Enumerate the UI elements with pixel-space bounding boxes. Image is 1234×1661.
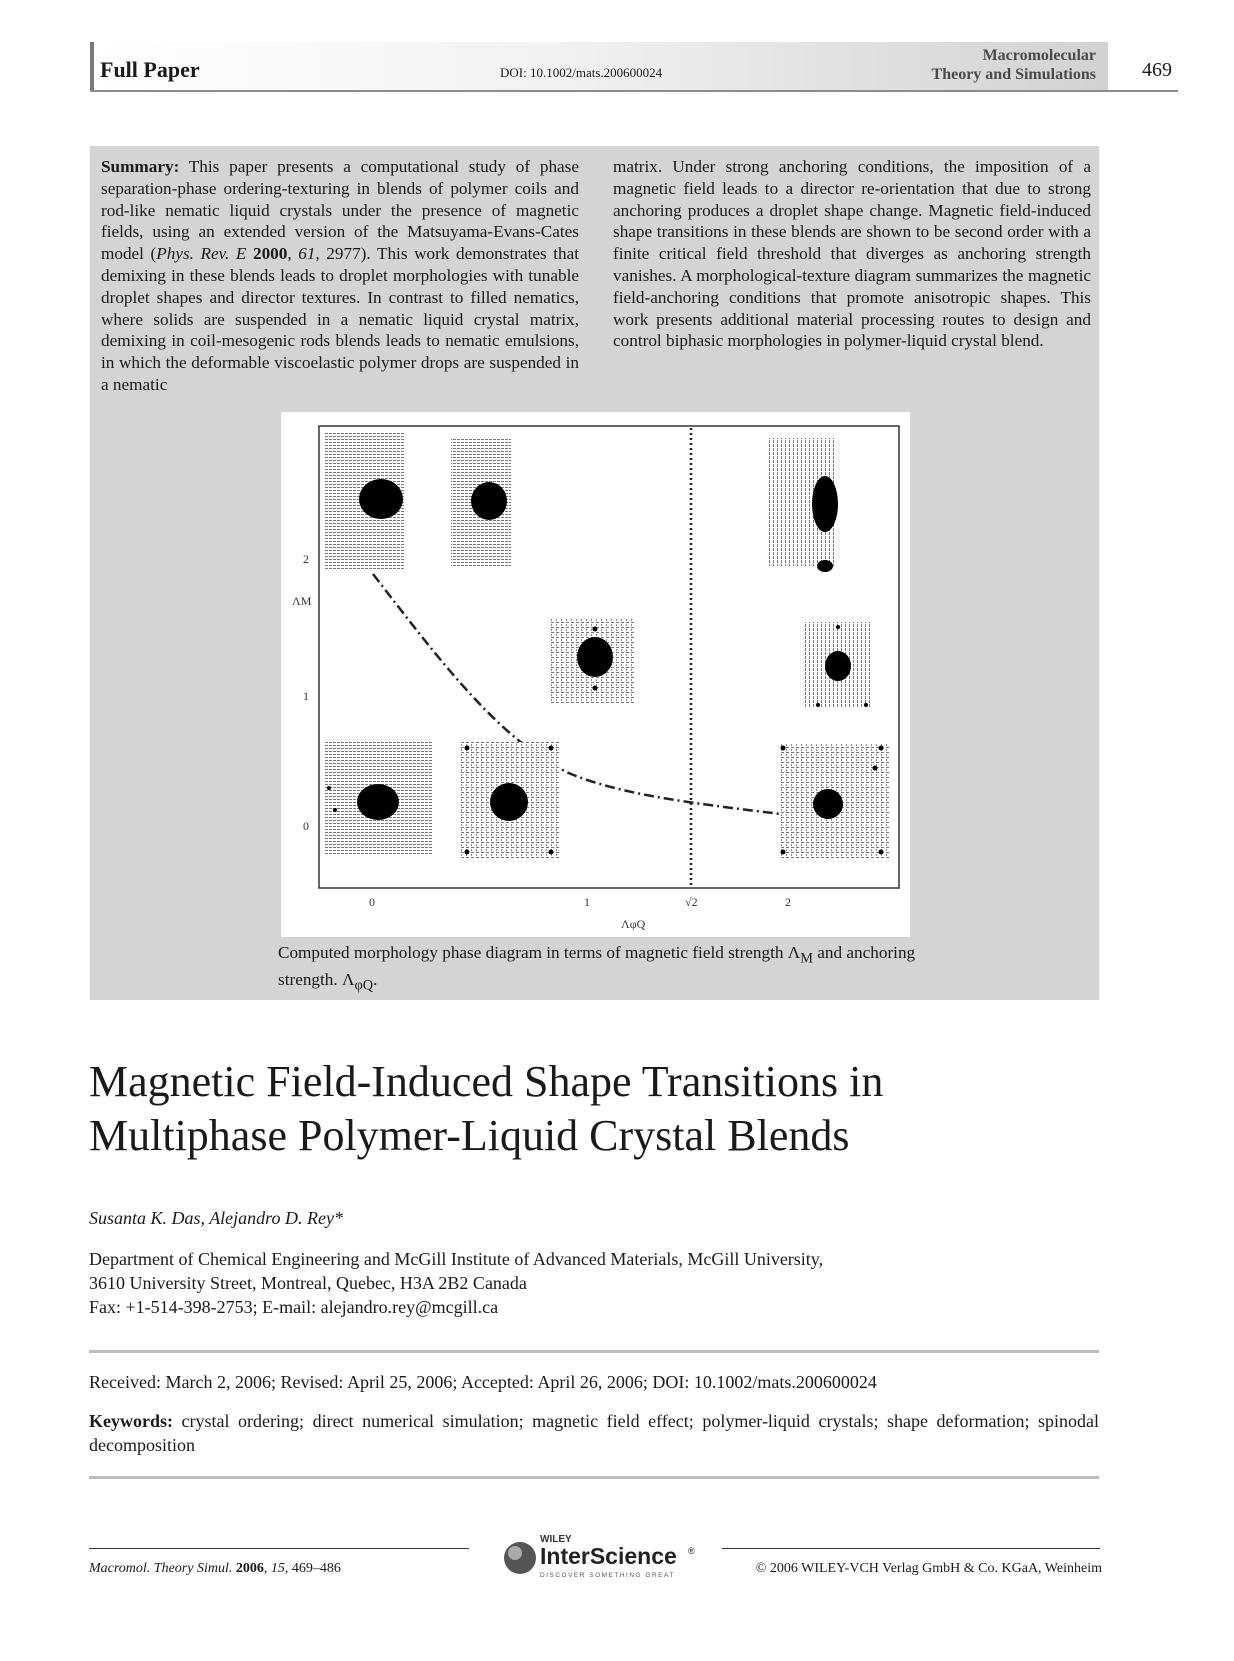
summary-text-left-cont: , 2977). This work demonstrates that demixing in these blends leads to droplet morphologies with tunable droplet shapes and director textures. In contrast to filled nematics, where solids are suspended in a nematic liquid crystal matrix, demixing in coil-mesogenic rods blends leads to nematic emulsions, in which the deformable viscoelastic polymer drops are suspended in a nematic [101,244,580,394]
logo-registered: ® [688,1546,695,1556]
x-tick-label: 2 [785,895,791,909]
page-number: 469 [1142,59,1172,81]
figure-caption [278,942,918,997]
footer-rule-right [722,1548,1100,1549]
summary-ref-year: 2000 [252,244,288,264]
globe-icon [504,1542,536,1574]
y-tick-label: 0 [303,819,309,833]
droplet-inset [781,744,892,858]
footer-year: 2006 [235,1561,264,1576]
header-rule [90,90,1178,92]
caption-text: Computed morphology phase diagram in terms of magnetic field strength Λ [278,943,801,962]
affiliation-line: 3610 University Street, Montreal, Quebec, H3A 2B2 Canada [89,1273,527,1293]
header-doi: DOI: 10.1002/mats.200600024 [500,65,663,80]
droplet-inset [451,438,511,566]
section-label: Full Paper [100,57,200,82]
divider [89,1350,1099,1353]
summary-right-column: matrix. Under strong anchoring conditions, the imposition of a magnetic field leads to a director re-orientation that due to strong anchoring produces a droplet shape change. Magnetic field-induced shape transitions in these blends are shown to be second order with a finite critical field threshold that diverges as anchoring strength vanishes. A morphological-texture diagram summarizes the magnetic field-anchoring conditions that promote anisotropic shapes. This work presents additional material processing routes to design and control biphasic morphologies in polymer-liquid crystal blend. [613,157,1091,351]
x-tick-label: 0 [369,895,375,909]
journal-name-line2: Theory and Simulations [931,66,1096,83]
journal-name [932,46,1096,84]
droplet-inset [803,622,871,708]
logo-main-text: InterScience [540,1543,677,1569]
droplet-inset [324,742,432,856]
footer-rule-left [89,1548,469,1549]
caption-subscript: φQ [354,977,374,994]
summary-left-column: Summary: This paper presents a computational study of phase separation-phase ordering-texturing in blends of polymer coils and rod-like nematic liquid crystals under the presence of magnetic fields, using an extended version of the Matsuyama-Evans-Cates model (Phys. Rev. E 2000, 61, 2977). This work demonstrates that demixing in these blends leads to droplet morphologies with tunable droplet shapes and director textures. In contrast to filled nematics, where solids are suspended in a nematic liquid crystal matrix, demixing in coil-mesogenic rods blends leads to nematic emulsions, in which the deformable viscoelastic polymer drops are suspended in a nematic [101,157,580,394]
summary-ref-volume: 61 [298,244,316,264]
contact-line: Fax: +1-514-398-2753; E-mail: alejandro.rey@mcgill.ca [89,1297,499,1317]
keywords [89,1409,1099,1457]
divider [89,1476,1099,1479]
footer-copyright: © 2006 WILEY-VCH Verlag GmbH & Co. KGaA, Weinheim [755,1561,1102,1576]
caption-text: . [373,970,378,990]
caption-text: and anchoring strength. Λ [278,943,916,990]
y-axis-label: ΛM [292,594,312,608]
x-axis-label: ΛφQ [621,917,646,931]
droplet-inset [461,742,559,858]
footer-volume: 15 [270,1561,285,1576]
affiliation-line: Department of Chemical Engineering and McGill Institute of Advanced Materials, McGill University, [89,1249,824,1269]
y-tick-label: 2 [303,552,309,566]
affiliation [89,1247,823,1319]
footer-pages: , 469–486 [284,1561,341,1576]
droplet-inset [769,438,838,572]
x-tick-label: √2 [685,895,698,909]
wiley-interscience-logo [494,1530,704,1582]
logo-svg [494,1530,704,1582]
summary-label: Summary: [101,157,180,176]
summary-ref-journal: Phys. Rev. E [156,244,247,264]
droplet-inset [551,618,636,704]
keywords-text: crystal ordering; direct numerical simulation; magnetic field effect; polymer-liquid crystals; shape deformation; spinodal decomposition [89,1411,1100,1455]
x-tick-label: 1 [584,895,590,909]
droplet-inset [324,432,404,570]
keywords-label: Keywords: [89,1411,173,1431]
paper-title: Magnetic Field-Induced Shape Transitions in Multiphase Polymer-Liquid Crystal Blends [89,1057,884,1160]
journal-name-line1: Macromolecular [982,47,1096,64]
phase-diagram-svg [281,412,910,937]
caption-subscript: M [800,950,813,967]
footer-citation: Macromol. Theory Simul. 2006, 15, 469–486 [89,1561,341,1576]
footer-journal: Macromol. Theory Simul. [89,1561,233,1576]
received-dates: Received: March 2, 2006; Revised: April 25, 2006; Accepted: April 26, 2006; DOI: 10.1002/mats.200600024 [89,1372,877,1392]
y-tick-label: 1 [303,689,309,703]
authors: Susanta K. Das, Alejandro D. Rey* [89,1208,343,1228]
phase-diagram-figure [281,412,910,937]
logo-tagline: DISCOVER SOMETHING GREAT [540,1572,675,1579]
summary-text-left: This paper presents a computational study of phase separation-phase ordering-texturing in blends of polymer coils and rod-like nematic liquid crystals under the presence of magnetic fields, using an extended version of the Matsuyama-Evans-Cates model ( [101,157,579,264]
logo-top-text: WILEY [540,1534,572,1545]
